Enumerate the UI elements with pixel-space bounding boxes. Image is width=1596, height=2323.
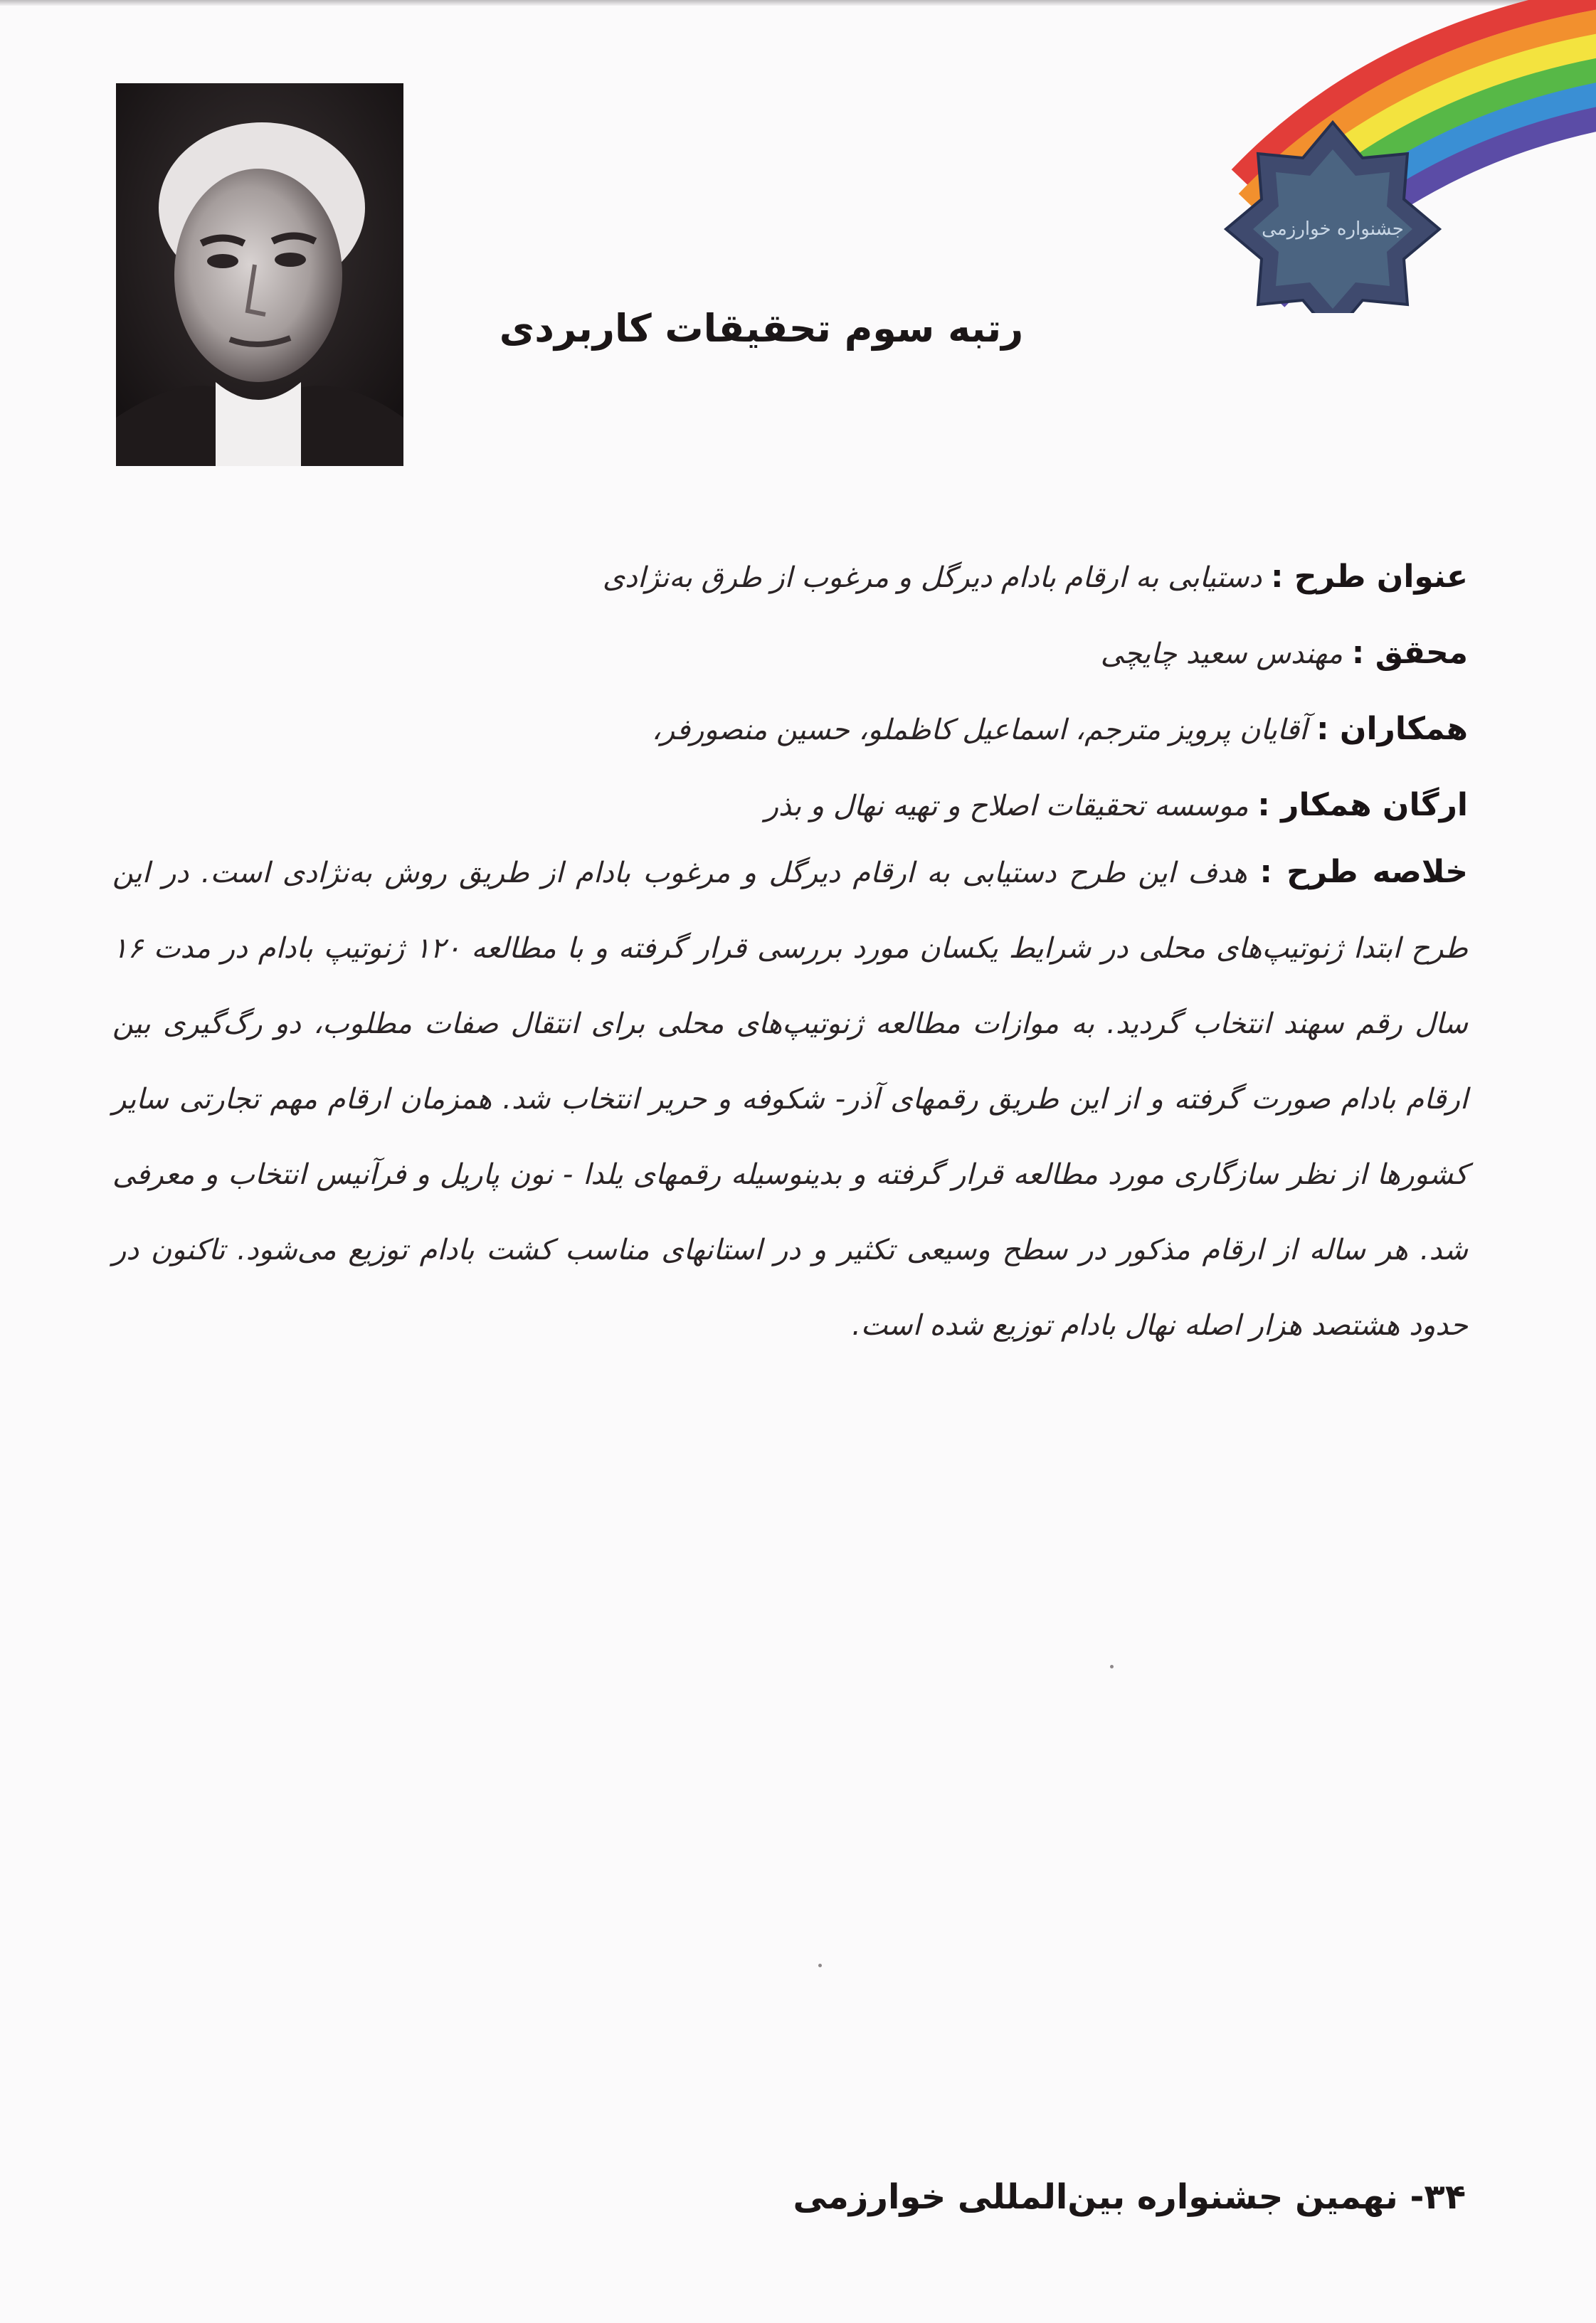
organization-value: موسسه تحقیقات اصلاح و تهیه نهال و بذر <box>764 790 1249 822</box>
project-title-label: عنوان طرح : <box>1271 559 1468 595</box>
face <box>174 169 342 382</box>
project-title-value: دستیابی به ارقام بادام دیرگل و مرغوب از طرق به‌نژادی <box>602 561 1262 594</box>
rainbow-arc <box>1198 0 1596 313</box>
researcher-row <box>116 615 1468 692</box>
portrait-image <box>116 83 403 466</box>
summary-value: هدف این طرح دستیابی به ارقام دیرگل و مرغوب بادام از طریق روش به‌نژادی است. در این طرح ابتدا ژنوتیپ‌های محلی در شرایط یکسان مورد بررسی قرار گرفته و با مطالعه ۱۲۰ ژنوتیپ بادام در مدت ۱۶ سال رقم سهند انتخاب گردید. به موازات مطالعه ژنوتیپ‌های محلی برای انتقال صفات مطلوب، دو رگ‌گیری بین ارقام بادام صورت گرفته و از این طریق رقمهای آذر- شکوفه و حریر انتخاب شد. همزمان ارقام مهم تجارتی سایر کشورها از نظر سازگاری مورد مطالعه قرار گرفته و بدینوسیله رقمهای یلدا - نون پاریل و فرآنیس انتخاب و معرفی شد. هر ساله از ارقام مذکور در سطح وسیعی تکثیر و در استانهای مناسب کشت بادام توزیع می‌شود. تاکنون در حدود هشتصد هزار اصله نهال بادام توزیع شده است. <box>112 857 1468 1342</box>
project-details <box>116 539 1468 844</box>
collaborators-value: آقایان پرویز مترجم، اسماعیل کاظملو، حسین منصورفر، <box>651 714 1308 746</box>
rank-title: رتبه سوم تحقیقات کاربردی <box>499 306 1024 351</box>
researcher-photo <box>116 83 403 466</box>
page-footer-caption: ۳۴- نهمین جشنواره بین‌المللی خوارزمی <box>793 2177 1466 2217</box>
emblem-text: جشنواره خوارزمی <box>1262 218 1404 240</box>
researcher-value: مهندس سعید چایچی <box>1100 637 1343 670</box>
project-summary <box>112 835 1468 1363</box>
rainbow-logo <box>1198 0 1596 313</box>
collaborators-label: همکاران : <box>1316 711 1468 747</box>
paper-speck <box>1110 1665 1114 1668</box>
project-title-row <box>116 539 1468 615</box>
collaborators-row <box>116 692 1468 768</box>
researcher-label: محقق : <box>1351 635 1468 671</box>
summary-label: خلاصه طرح : <box>1259 854 1469 890</box>
organization-label: ارگان همکار : <box>1257 787 1468 823</box>
organization-row <box>116 768 1468 844</box>
paper-speck <box>818 1964 822 1967</box>
